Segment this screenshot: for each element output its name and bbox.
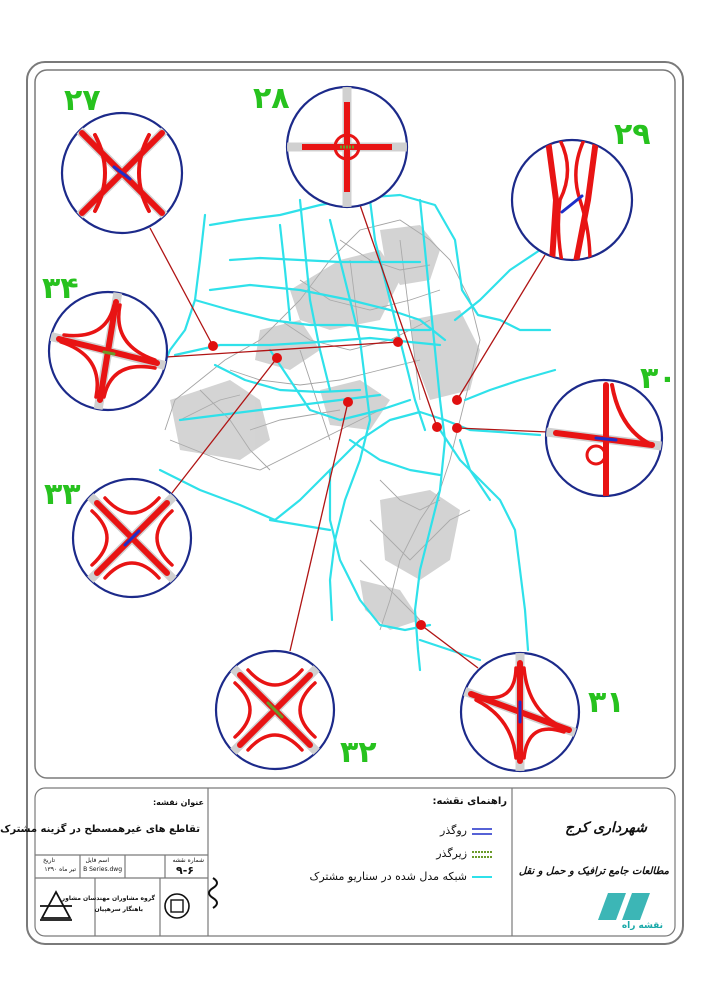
intersection-29-label: ۲۹ xyxy=(614,117,651,152)
client-name: شهرداری کرج xyxy=(564,820,647,836)
drawing-title-label: عنوان نقشه: xyxy=(152,798,204,807)
legend-network: شبکه مدل شده در سناریو مشترک xyxy=(309,870,467,883)
intersection-30-detail xyxy=(546,380,662,496)
file-value: B Series.dwg xyxy=(83,866,122,873)
intersection-32-label: ۳۲ xyxy=(340,735,377,770)
date-label: تاریخ xyxy=(43,857,55,864)
company-line-1: گروه مشاوران مهندسان مشاور xyxy=(61,895,155,902)
intersection-29-detail xyxy=(512,140,632,262)
intersection-33-detail xyxy=(73,479,191,597)
legend-swatches xyxy=(472,829,492,877)
legend-underpass: زیرگذر xyxy=(436,847,467,860)
intersection-30-label: ۳۰ xyxy=(640,361,677,396)
intersection-32-detail xyxy=(216,651,334,769)
intersection-28-label: ۲۸ xyxy=(253,81,290,116)
legend-title: راهنمای نقشه: xyxy=(432,796,507,807)
intersection-27-label: ۲۷ xyxy=(64,83,101,118)
intersection-34-detail xyxy=(49,292,167,410)
title-block xyxy=(35,788,675,936)
legend-overpass: روگذر xyxy=(440,824,467,837)
file-label: اسم فایل xyxy=(85,857,109,864)
sheet-no-label: شماره نقشه xyxy=(172,857,204,864)
watermark-logo xyxy=(598,893,650,920)
intersection-28-detail xyxy=(287,87,407,207)
date-value: تیر ماه ۱۳۹۰ xyxy=(44,866,76,873)
project-name: مطالعات جامع ترافیک و حمل و نقل xyxy=(518,866,669,877)
intersection-31-detail xyxy=(461,653,579,771)
watermark-text: نقشه راه xyxy=(621,921,663,931)
company-line-2: باهنگار سرهپیان xyxy=(94,906,143,913)
intersection-33-label: ۳۳ xyxy=(44,477,81,512)
intersection-34-label: ۳۴ xyxy=(42,271,79,306)
drawing-title: تقاطع های غیرهمسطح در گزینه مشترک xyxy=(0,824,200,835)
intersection-27-detail xyxy=(62,113,182,233)
sheet-no-value: ۹-۶ xyxy=(176,864,194,877)
intersection-31-label: ۳۱ xyxy=(588,685,625,720)
